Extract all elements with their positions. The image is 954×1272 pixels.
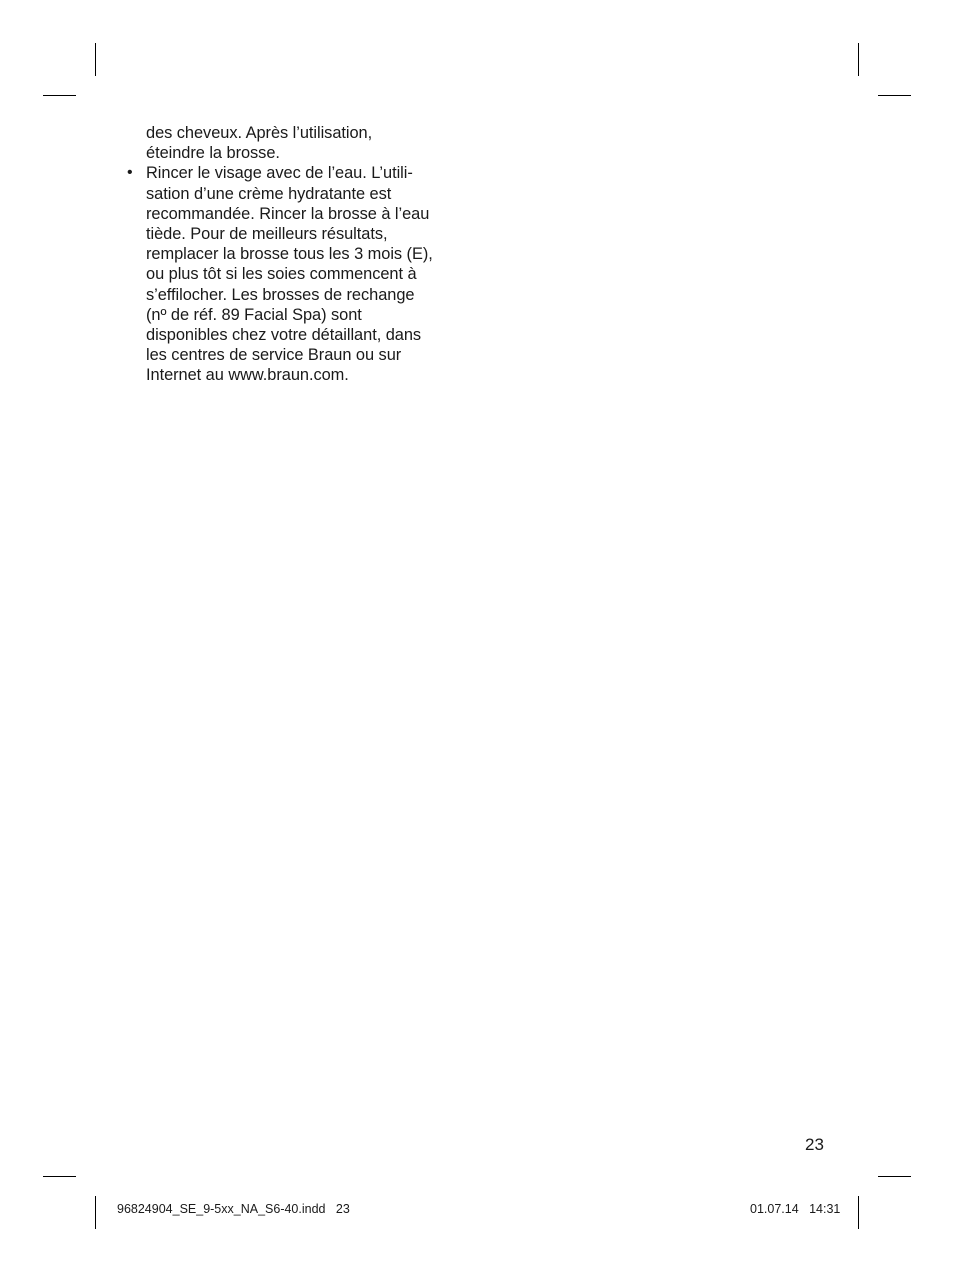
- text-line: remplacer la brosse tous les 3 mois (E),: [146, 245, 433, 264]
- crop-mark-bottom-right-vertical: [858, 1196, 859, 1229]
- footer-datetime: 01.07.14 14:31: [750, 1202, 841, 1216]
- text-line: (nº de réf. 89 Facial Spa) sont: [146, 305, 362, 324]
- text-line: Internet au www.braun.com.: [146, 366, 349, 385]
- text-line: sation d’une crème hydratante est: [146, 184, 392, 203]
- text-line: les centres de service Braun ou sur: [146, 346, 402, 365]
- text-line: des cheveux. Après l’utilisation,: [146, 124, 373, 142]
- crop-mark-bottom-left-vertical: [95, 1196, 96, 1229]
- crop-mark-bottom-right-horizontal: [878, 1176, 911, 1177]
- text-line: s’effilocher. Les brosses de rechange: [146, 285, 415, 304]
- text-line: tiède. Pour de meilleurs résultats,: [146, 225, 388, 244]
- crop-mark-top-right-vertical: [858, 43, 859, 76]
- page-number: 23: [805, 1135, 824, 1154]
- text-line: disponibles chez votre détaillant, dans: [146, 326, 422, 345]
- footer-file-info: 96824904_SE_9-5xx_NA_S6-40.indd 23: [117, 1202, 350, 1216]
- crop-mark-top-left-horizontal: [43, 95, 76, 96]
- crop-mark-bottom-left-horizontal: [43, 1176, 76, 1177]
- body-text: [127, 123, 466, 386]
- crop-mark-top-right-horizontal: [878, 95, 911, 96]
- text-line: recommandée. Rincer la brosse à l’eau: [146, 204, 430, 223]
- bullet-marker: •: [127, 164, 133, 182]
- text-line: ou plus tôt si les soies commencent à: [146, 265, 417, 284]
- bullet-item: [127, 163, 466, 385]
- text-line: Rincer le visage avec de l’eau. L’utili-: [146, 164, 413, 183]
- crop-mark-top-left-vertical: [95, 43, 96, 76]
- text-line: éteindre la brosse.: [146, 144, 280, 163]
